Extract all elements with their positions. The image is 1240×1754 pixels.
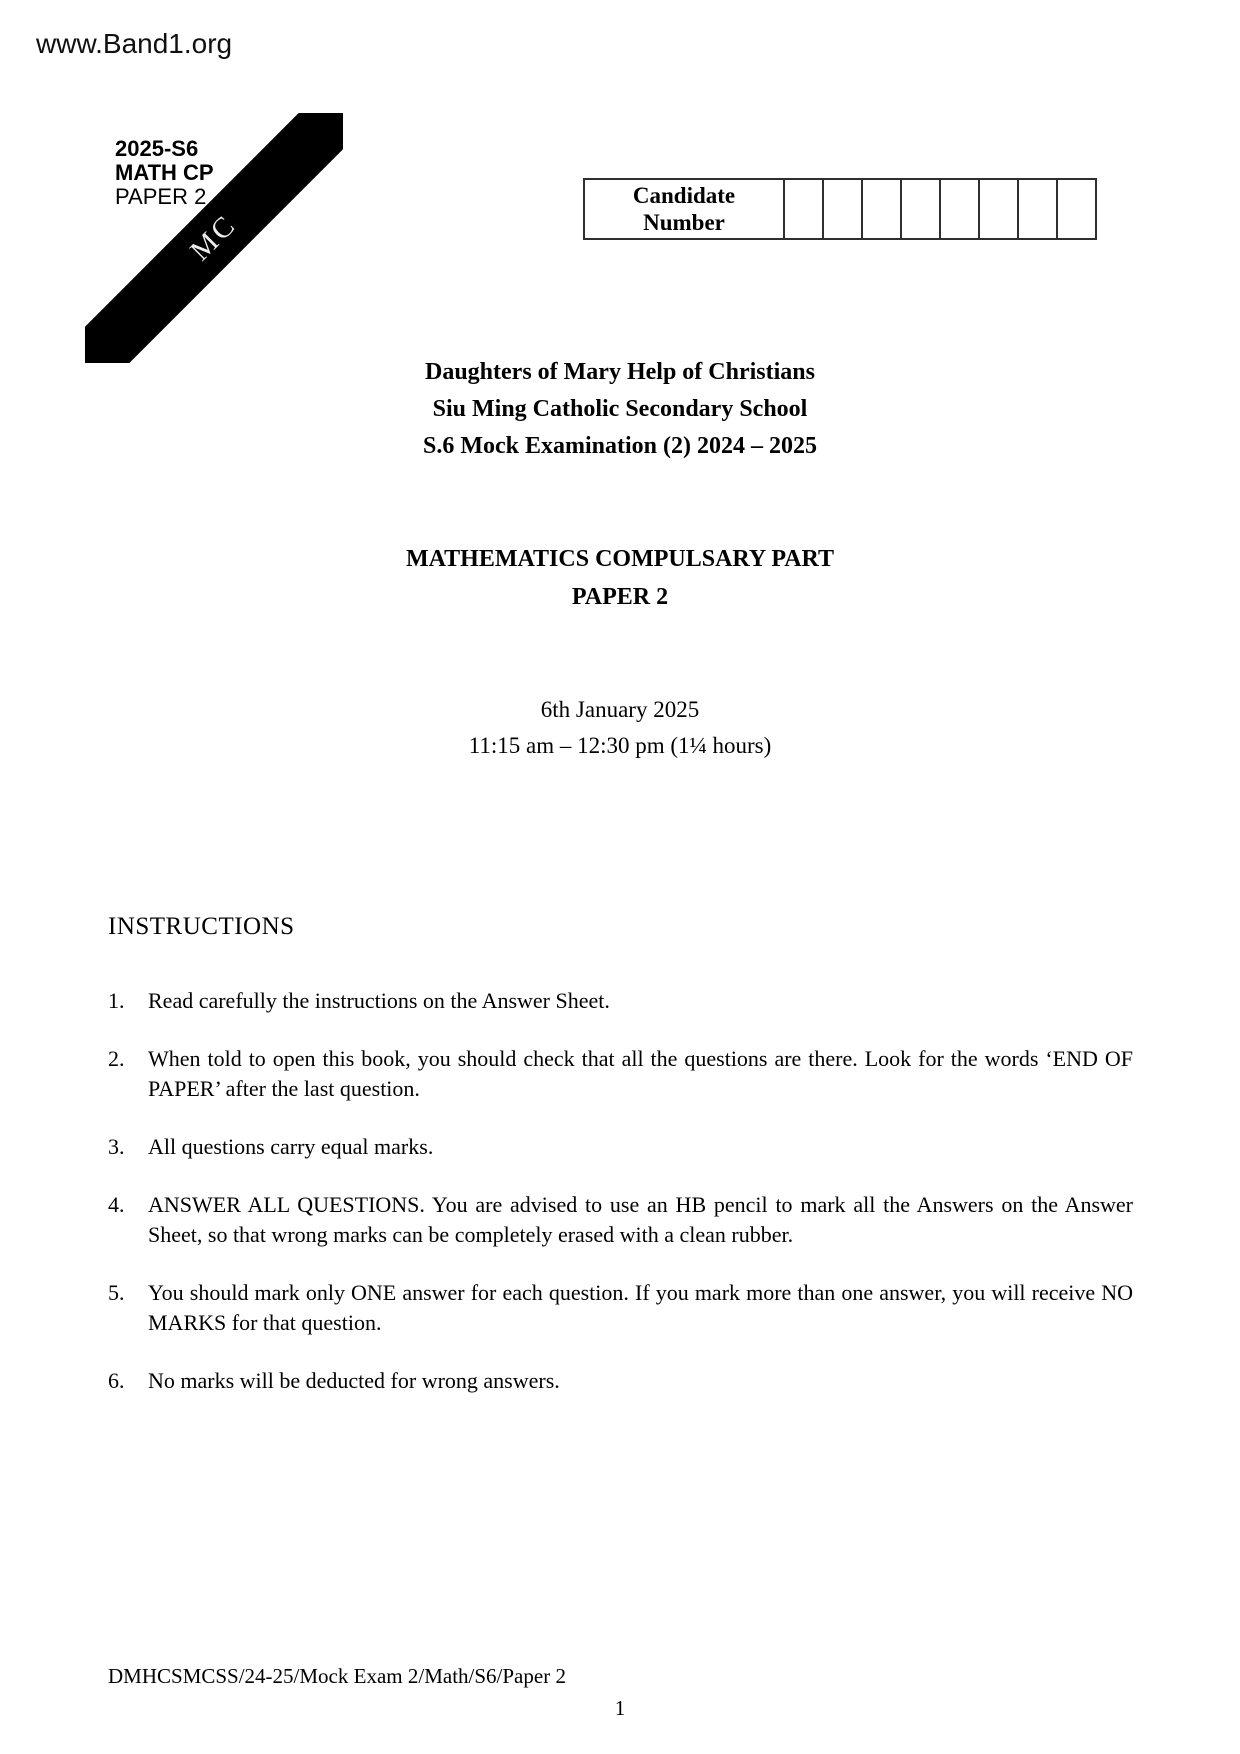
school-name-line2: Siu Ming Catholic Secondary School	[432, 396, 808, 422]
subject-title: MATHEMATICS COMPULSARY PART	[405, 546, 835, 572]
candidate-number-label	[585, 180, 785, 238]
paper-code-subject: MATH CP	[115, 160, 214, 185]
candidate-cell	[824, 180, 863, 238]
candidate-cell	[902, 180, 941, 238]
candidate-cell	[785, 180, 824, 238]
instruction-item	[108, 1366, 1133, 1396]
candidate-cell	[980, 180, 1019, 238]
exam-date: 6th January 2025	[540, 697, 700, 722]
paper-code-block	[115, 137, 214, 209]
instructions-section	[108, 913, 1133, 1424]
candidate-cell	[1058, 180, 1095, 238]
document-code: DMHCSMCSS/24-25/Mock Exam 2/Math/S6/Paper 2	[108, 1664, 566, 1688]
instruction-text: No marks will be deducted for wrong answers.	[148, 1368, 560, 1393]
paper-title: PAPER 2	[571, 584, 669, 610]
ribbon-mc-label: MC	[184, 208, 244, 268]
paper-code-year: 2025-S6	[115, 136, 199, 161]
instruction-number: 2.	[108, 1046, 125, 1071]
instruction-number: 1.	[108, 988, 125, 1013]
candidate-number-box	[583, 178, 1097, 240]
watermark-url: www.Band1.org	[36, 28, 233, 59]
page-number: 1	[614, 1696, 626, 1720]
candidate-label-line1: Candidate	[632, 183, 736, 208]
instruction-item	[108, 1044, 1133, 1104]
school-name-line1: Daughters of Mary Help of Christians	[425, 359, 815, 385]
paper-code-paper: PAPER 2	[115, 184, 207, 209]
instruction-text: When told to open this book, you should check that all the questions are there. Look for the words ‘END OF PAPER’ after the last question.	[148, 1046, 1133, 1101]
exam-time: 11:15 am – 12:30 pm (1¼ hours)	[468, 733, 772, 758]
instruction-number: 4.	[108, 1192, 125, 1217]
instruction-text: ANSWER ALL QUESTIONS. You are advised to use an HB pencil to mark all the Answers on the Answer Sheet, so that wrong marks can be completely erased with a clean rubber.	[148, 1192, 1133, 1247]
instruction-number: 5.	[108, 1280, 125, 1305]
instruction-text: Read carefully the instructions on the Answer Sheet.	[148, 988, 610, 1013]
instruction-item	[108, 1190, 1133, 1250]
instruction-text: All questions carry equal marks.	[148, 1134, 434, 1159]
school-header	[0, 354, 1240, 465]
candidate-cell	[1019, 180, 1058, 238]
candidate-label-line2: Number	[643, 210, 725, 235]
candidate-cell	[941, 180, 980, 238]
exam-session-line: S.6 Mock Examination (2) 2024 – 2025	[422, 433, 817, 459]
candidate-cells	[785, 180, 1095, 238]
instructions-heading: INSTRUCTIONS	[108, 913, 295, 940]
instruction-number: 3.	[108, 1134, 125, 1159]
exam-datetime-block	[0, 692, 1240, 764]
paper-title-block	[0, 540, 1240, 616]
instruction-item	[108, 1278, 1133, 1338]
instruction-text: You should mark only ONE answer for each question. If you mark more than one answer, you will receive NO MARKS for that question.	[148, 1280, 1133, 1335]
candidate-cell	[863, 180, 902, 238]
instruction-item	[108, 1132, 1133, 1162]
instruction-item	[108, 986, 1133, 1016]
instruction-number: 6.	[108, 1368, 125, 1393]
